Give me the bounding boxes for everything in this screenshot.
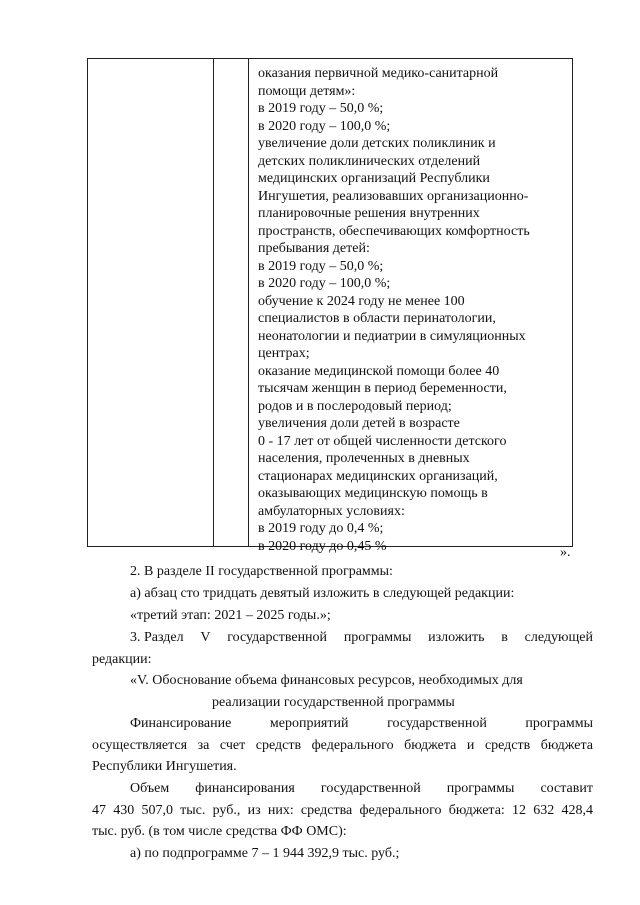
item-2a-text: «третий этап: 2021 – 2025 годы.»; (130, 608, 331, 623)
table-line: оказания первичной медико-санитарной (258, 66, 499, 81)
table-cell-text (258, 65, 568, 555)
table-line: пространств, обеспечивающих комфортность (258, 223, 530, 239)
table-line: в 2019 году – 50,0 %; (258, 258, 384, 274)
table-line: в 2019 году – 50,0 %; (258, 101, 384, 116)
word: Объем (130, 781, 170, 796)
table-line: в 2020 году – 100,0 %; (258, 118, 391, 134)
paragraph-2-item-a: а) по подпрограмме 7 – 1 944 392,9 тыс. руб.; (130, 846, 400, 861)
word: в (501, 630, 508, 645)
word: Финансирование (130, 716, 232, 731)
word: программы (446, 781, 515, 796)
word: следующей (524, 630, 593, 645)
word: 3. Раздел (130, 630, 184, 645)
section-heading-line2: реализации государственной программы (212, 695, 455, 710)
paragraph-2-line2: 47 430 507,0 тыс. руб., из них: средства федерального бюджета: 12 632 428,4 (92, 803, 593, 818)
item-3-end: редакции: (92, 652, 152, 667)
column-divider (213, 59, 214, 546)
paragraph-1-line2: осуществляется за счет средств федерального бюджета и средств бюджета (92, 738, 593, 753)
table-line: увеличения доли детей в возрасте (258, 416, 460, 431)
table-line: населения, пролеченных в дневных (258, 451, 470, 466)
table-line: в 2019 году до 0,4 %; (258, 521, 384, 536)
paragraph-2-line1 (130, 779, 593, 799)
word: изложить (428, 630, 485, 645)
closing-quote: ». (560, 545, 571, 560)
table-line: в 2020 году – 100,0 %; (258, 276, 391, 291)
word: государственной (320, 781, 421, 796)
paragraph-1-line1 (130, 714, 593, 734)
word: финансирования (195, 781, 295, 796)
table-line: помощи детям»: (258, 83, 356, 99)
table-line: родов и в послеродовый период; (258, 398, 452, 414)
table-line: специалистов в области перинатологии, (258, 311, 496, 326)
word: государственной (387, 716, 487, 731)
word: программы (343, 630, 412, 645)
table-line: неонатологии и педиатрии в симуляционных (258, 328, 526, 344)
word: государственной (227, 630, 328, 645)
section-heading-line1: «V. Обоснование объема финансовых ресурсов, необходимых для (130, 673, 523, 688)
table-line: планировочные решения внутренних (258, 206, 480, 221)
item-3-line (130, 628, 593, 648)
item-2: 2. В разделе II государственной программы: (130, 564, 393, 579)
word: V (200, 630, 211, 645)
table-line: 0 - 17 лет от общей численности детского (258, 433, 507, 449)
table-line: Ингушетия, реализовавших организационно- (258, 188, 529, 204)
table-line: оказание медицинской помощи более 40 (258, 363, 500, 379)
continuation-table (87, 58, 573, 554)
table-line: центрах; (258, 346, 310, 361)
table-line: медицинских организаций Республики (258, 171, 490, 186)
paragraph-1-line3: Республики Ингушетия. (92, 759, 237, 774)
word: мероприятий (269, 716, 349, 731)
table-line: стационарах медицинских организаций, (258, 468, 498, 484)
word: составит (540, 781, 593, 796)
table-line: детских поликлинических отделений (258, 153, 481, 169)
word: программы (525, 716, 593, 731)
table-line: тысячам женщин в период беременности, (258, 381, 507, 396)
table-line: увеличение доли детских поликлиник и (258, 136, 496, 151)
table-line: оказывающих медицинскую помощь в (258, 486, 488, 501)
table-line: пребывания детей: (258, 241, 370, 256)
paragraph-2-line3: тыс. руб. (в том числе средства ФФ ОМС): (92, 824, 347, 839)
table-line: амбулаторных условиях: (258, 503, 405, 519)
table-line: обучение к 2024 году не менее 100 (258, 293, 465, 309)
item-2a: а) абзац сто тридцать девятый изложить в следующей редакции: (130, 586, 515, 601)
table-line: в 2020 году до 0,45 % (258, 538, 387, 554)
column-divider (248, 59, 249, 546)
